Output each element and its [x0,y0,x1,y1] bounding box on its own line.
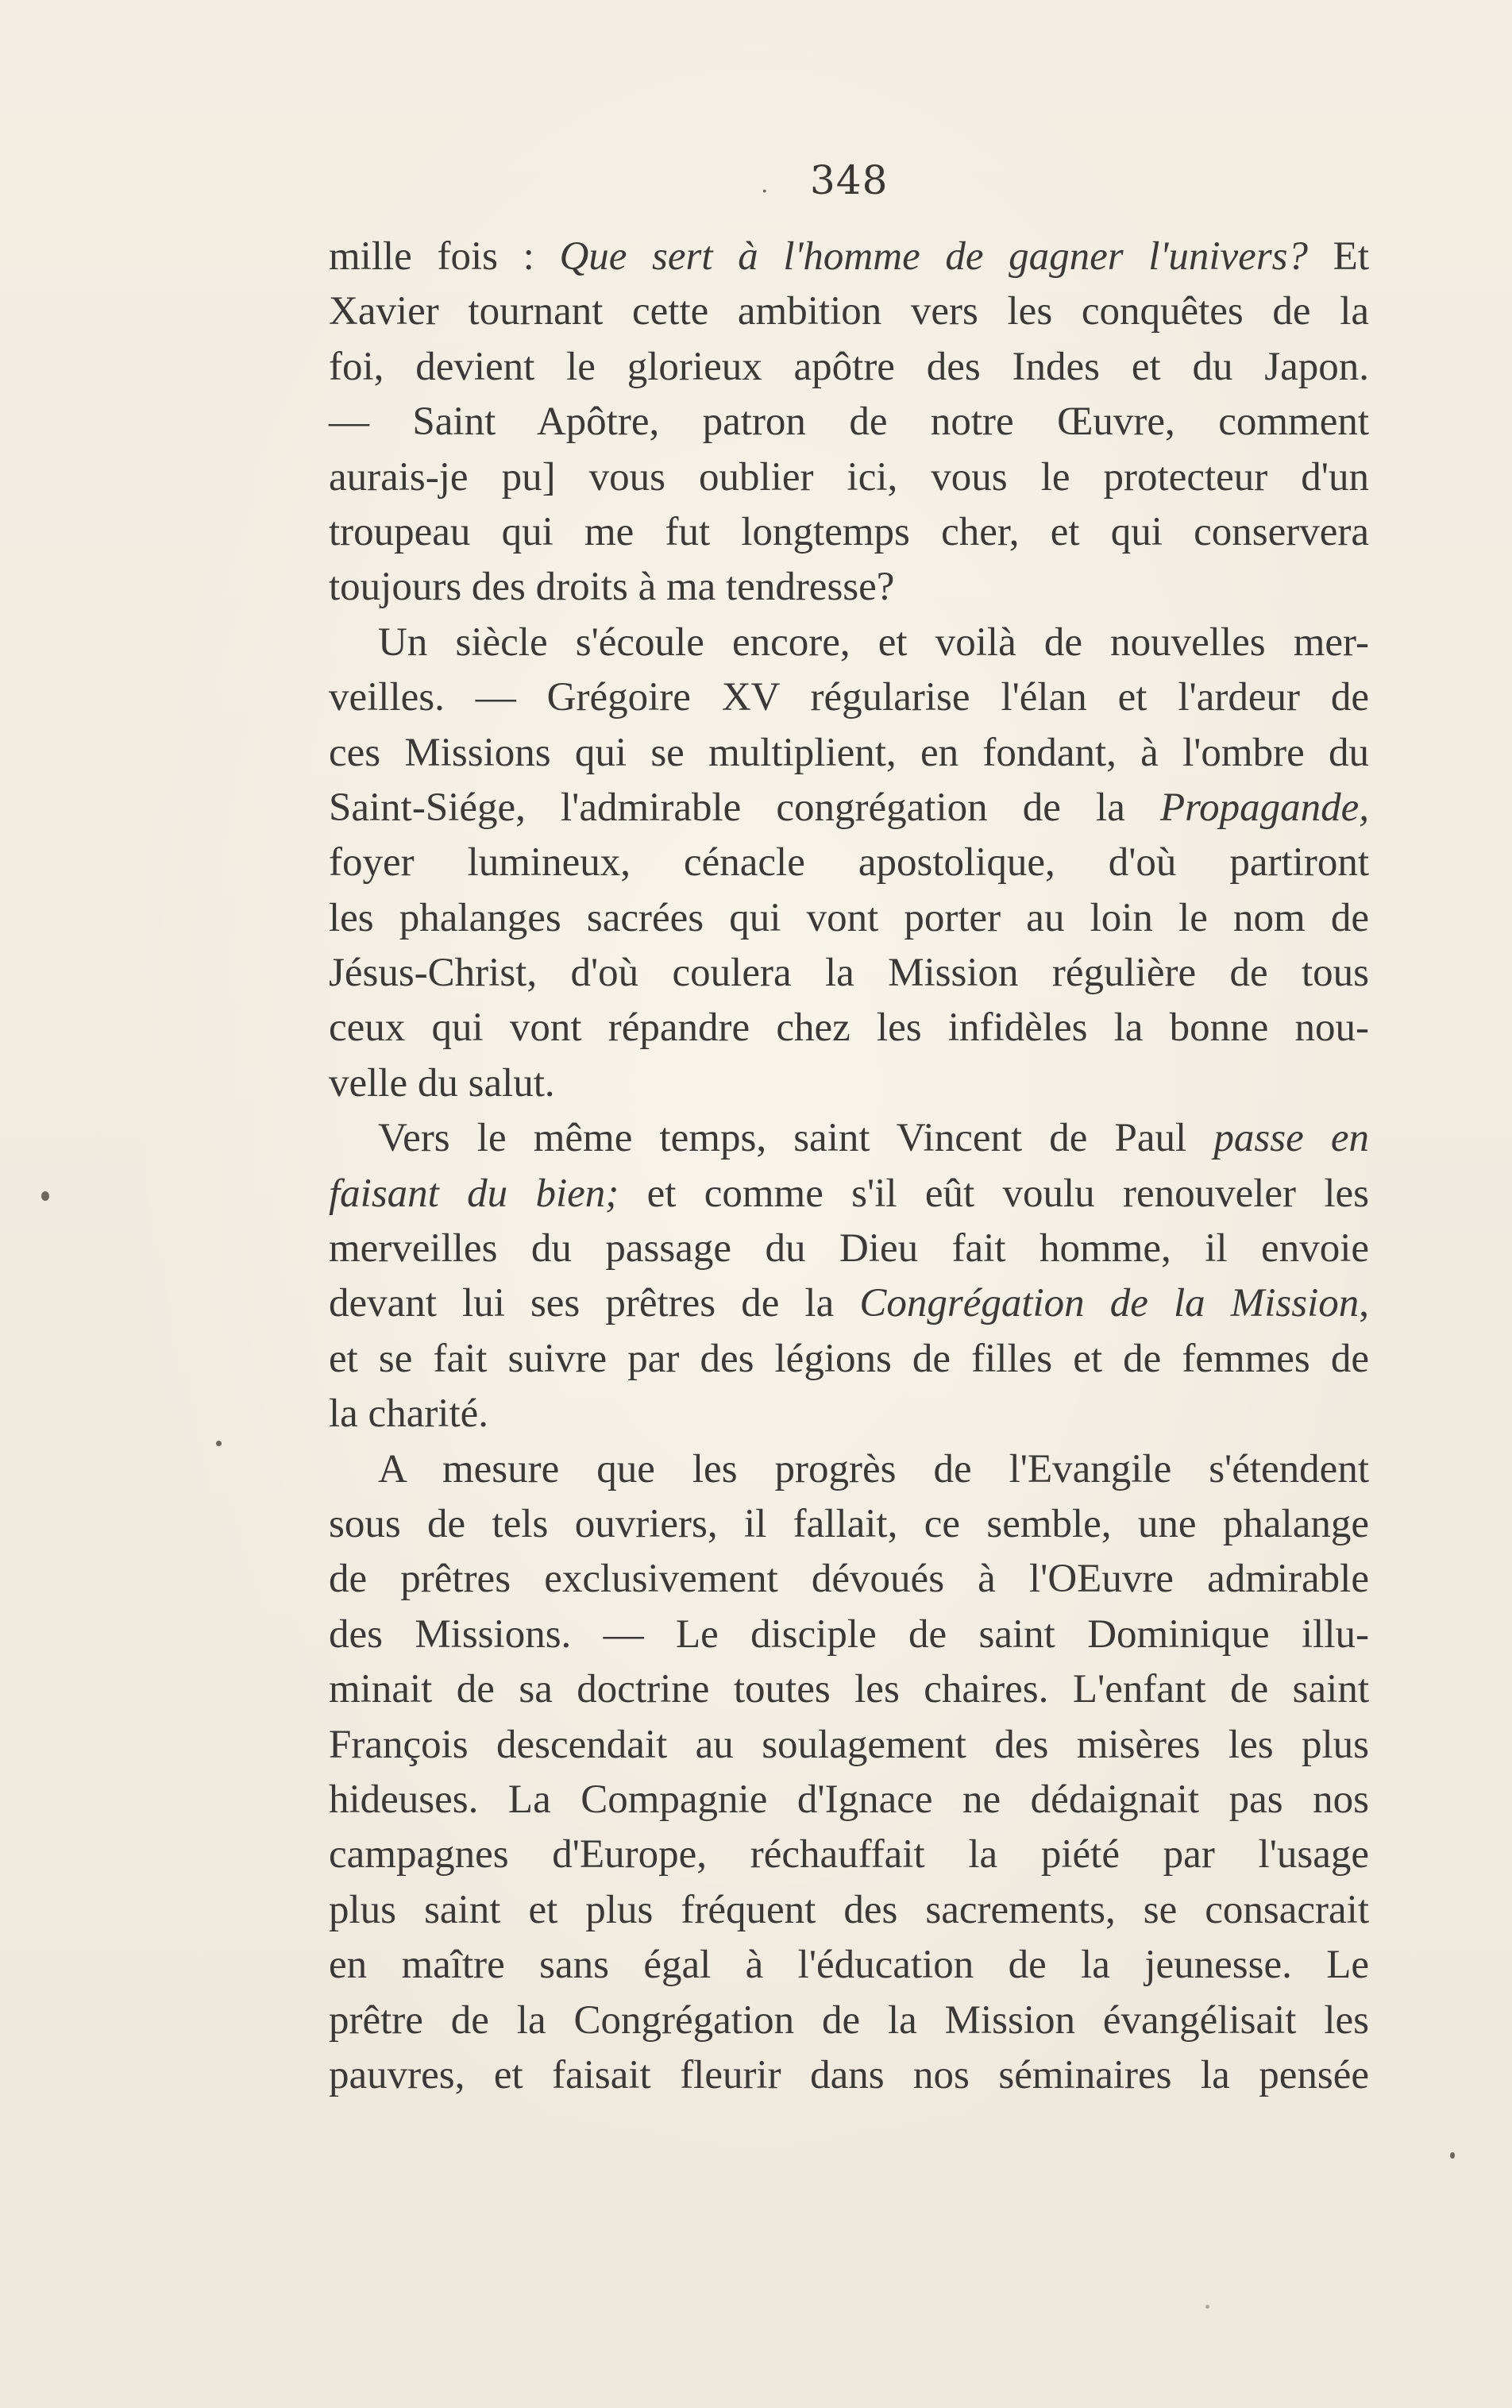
body-text [329,230,1369,2103]
text-line [329,560,1369,615]
text-run: — Saint Apôtre, patron de notre Œuvre, comment [329,399,1369,445]
text-line [329,1387,1369,1441]
text-run: les phalanges sacrées qui vont porter au loin le nom de [329,895,1369,940]
paper-speck [1205,2305,1209,2309]
text-run: ceux qui vont répandre chez les infidèles la bonne nou- [329,1005,1369,1051]
text-line [329,835,1369,890]
text-line [329,1276,1369,1331]
text-run: toujours des droits à ma tendresse? [329,565,895,610]
text-run: ces Missions qui se multiplient, en fondant, à l'ombre du [329,730,1369,775]
text-run: minait de sa doctrine toutes les chaires. L'enfant de saint [329,1667,1369,1712]
text-line [329,1773,1369,1827]
paper-speck [216,1441,222,1446]
text-line [329,1552,1369,1607]
text-run: de prêtres exclusivement dévoués à l'OEuvre admirable [329,1557,1369,1602]
text-line [329,505,1369,560]
text-line [329,230,1369,284]
text-run: la charité. [329,1391,489,1437]
text-line [329,1111,1369,1166]
text-run: Un siècle s'écoule encore, et voilà de nouvelles mer- [378,619,1369,665]
text-run: veilles. — Grégoire XV régularise l'élan et l'ardeur de [329,675,1369,720]
paper-speck [1450,2152,1455,2159]
text-run: et comme s'il eût voulu renouveler les [619,1171,1369,1216]
text-run: troupeau qui me fut longtemps cher, et qui conservera [329,509,1369,554]
text-run: plus saint et plus fréquent des sacrements, se consacrait [329,1887,1369,1932]
text-run: A mesure que les progrès de l'Evangile s'étendent [378,1446,1369,1491]
text-run: foyer lumineux, cénacle apostolique, d'où partiront [329,840,1369,886]
text-line [329,670,1369,725]
text-run: Saint-Siége, l'admirable congrégation de la [329,785,1160,830]
text-run: pauvres, et faisait fleurir dans nos séminaires la pensée [329,2052,1369,2097]
text-run: prêtre de la Congrégation de la Mission évangélisait les [329,1997,1369,2043]
text-line [329,1167,1369,1221]
text-run: mille fois : [329,234,560,279]
text-line [329,1993,1369,2048]
paper-speck [41,1191,49,1201]
text-run: Xavier tournant cette ambition vers les conquêtes de la [329,289,1369,334]
text-run: des Missions. — Le disciple de saint Dominique illu- [329,1611,1369,1657]
italic-text-run: Propagande, [1160,785,1369,830]
text-run: et se fait suivre par des légions de filles et de femmes de [329,1336,1369,1381]
text-run: campagnes d'Europe, réchauffait la piété par l'usage [329,1832,1369,1877]
text-line [329,726,1369,781]
text-run: velle du salut. [329,1060,555,1106]
italic-text-run: Que sert à l'homme de gagner l'univers? [559,234,1309,279]
text-run: foi, devient le glorieux apôtre des Indes et du Japon. [329,344,1369,389]
text-line [329,1056,1369,1111]
text-run: sous de tels ouvriers, il fallait, ce semble, une phalange [329,1501,1369,1546]
text-run: hideuses. La Compagnie d'Ignace ne dédaignait pas nos [329,1777,1369,1822]
text-line [329,1497,1369,1552]
italic-text-run: passe en [1213,1116,1369,1161]
text-line [329,946,1369,1001]
text-run: Vers le même temps, saint Vincent de Paul [378,1116,1214,1161]
text-run: , [1359,1281,1369,1326]
text-line [329,1221,1369,1276]
text-line [329,1442,1369,1497]
text-line [329,1718,1369,1773]
text-run: merveilles du passage du Dieu fait homme, il envoie [329,1226,1369,1272]
text-line [329,616,1369,670]
page-number-dot: . [761,171,769,199]
text-run: François descendait au soulagement des misères les plus [329,1722,1369,1767]
text-line [329,1001,1369,1055]
text-run: devant lui ses prêtres de la [329,1281,860,1326]
text-run: Jésus-Christ, d'où coulera la Mission régulière de tous [329,951,1369,996]
italic-text-run: Congrégation de la Mission [859,1281,1360,1326]
text-line [329,284,1369,339]
text-line [329,1662,1369,1717]
text-line [329,450,1369,505]
page-number: 348 [810,157,889,203]
italic-text-run: faisant du bien; [329,1171,619,1216]
text-run: en maître sans égal à l'éducation de la jeunesse. Le [329,1943,1369,1988]
text-line [329,340,1369,395]
text-run: Et [1308,234,1369,279]
text-line [329,1607,1369,1662]
text-line [329,1827,1369,1882]
text-line [329,781,1369,835]
text-line [329,1332,1369,1387]
text-line [329,395,1369,450]
text-line [329,2048,1369,2103]
text-line [329,1883,1369,1938]
text-line [329,891,1369,946]
text-line [329,1938,1369,1993]
text-run: aurais-je pu] vous oublier ici, vous le protecteur d'un [329,454,1369,500]
